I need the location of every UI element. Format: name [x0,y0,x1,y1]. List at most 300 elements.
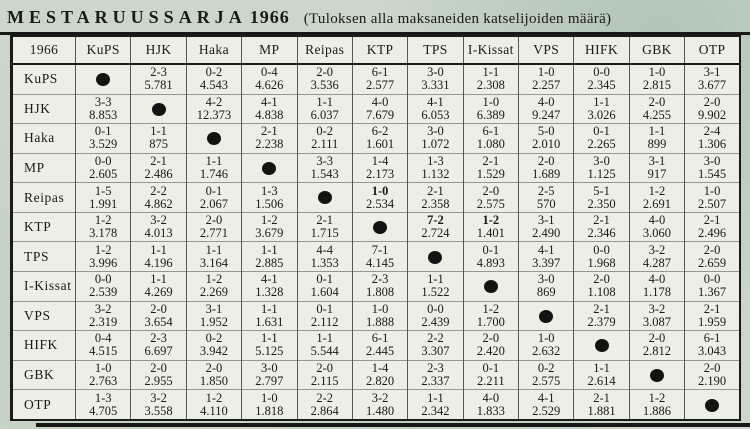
col-header-mp: MP [242,36,297,64]
match-score: 2-1 [150,154,167,169]
match-score: 4-1 [260,272,278,287]
cell-otp-tps [408,390,463,420]
attendance: 4.893 [476,255,505,270]
attendance: 1.808 [366,285,395,300]
match-score: 1-1 [593,361,610,376]
match-score: 2-2 [150,183,167,198]
match-score: 2-1 [593,213,610,228]
cell-reipas-otp [685,183,740,213]
match-score: 2-0 [205,361,223,376]
cell-ktp-otp [685,212,740,242]
match-score: 2-0 [205,213,223,228]
cell-haka-gbk [629,124,684,154]
cell-kups-vps [519,64,574,94]
attendance: 2.812 [642,344,671,359]
attendance: 3.558 [144,403,173,418]
match-score: 2-0 [648,331,666,346]
cell-i-kissat-tps [408,272,463,302]
cell-hjk-otp [685,94,740,124]
match-score: 2-1 [703,301,721,316]
attendance: 2.173 [366,167,395,182]
match-score: 2-3 [371,272,389,287]
cell-vps-haka [186,301,241,331]
row-header-otp: OTP [12,390,76,420]
cell-vps-mp [242,301,297,331]
cell-vps-hjk [131,301,186,331]
cell-mp-otp [685,153,740,183]
match-score: 2-0 [703,242,721,257]
attendance: 4.255 [642,107,671,122]
match-score: 2-3 [150,331,167,346]
cell-reipas-vps [519,183,574,213]
match-score: 2-1 [482,154,500,169]
cell-gbk-i-kissat [463,360,518,390]
match-score: 0-2 [537,361,555,376]
cell-vps-otp [685,301,740,331]
match-score: 1-0 [260,390,278,405]
match-score: 6-1 [482,124,500,139]
cell-otp-kups [76,390,131,420]
cell-hifk-i-kissat [463,331,518,361]
match-score: 1-4 [371,361,389,376]
title-year: 1966 [249,7,290,27]
match-score: 2-1 [260,124,278,139]
cell-otp-otp [685,390,740,420]
attendance: 2.265 [587,137,616,152]
attendance: 1.700 [476,314,505,329]
diagonal-dot [650,369,664,382]
cell-ktp-ktp [352,212,407,242]
attendance: 4.287 [642,255,671,270]
match-score: 2-0 [150,361,167,376]
diagonal-dot [373,221,387,234]
cell-gbk-gbk [629,360,684,390]
table-header [12,36,741,64]
attendance: 2.605 [89,167,118,182]
match-score: 3-0 [537,272,555,287]
table-row-reipas [12,183,741,213]
attendance: 3.060 [642,226,671,241]
row-header-mp: MP [12,153,76,183]
match-score: 1-0 [482,94,500,109]
match-score: 0-0 [593,65,610,80]
cell-kups-otp [685,64,740,94]
cell-reipas-hjk [131,183,186,213]
cell-mp-kups [76,153,131,183]
match-score: 3-1 [648,154,666,169]
cell-i-kissat-haka [186,272,241,302]
attendance: 2.379 [587,314,616,329]
match-score: 1-2 [648,390,666,405]
attendance: 2.067 [199,196,228,211]
col-header-haka: Haka [186,36,241,64]
attendance: 899 [647,137,667,152]
match-score: 7-2 [427,213,444,228]
attendance: 4.626 [255,78,284,93]
cell-gbk-otp [685,360,740,390]
attendance: 2.211 [476,374,505,389]
table-row-ktp [12,212,741,242]
match-score: 4-1 [537,390,555,405]
cell-hifk-hjk [131,331,186,361]
match-score: 6-1 [371,65,389,80]
cell-vps-tps [408,301,463,331]
attendance: 6.389 [476,107,505,122]
attendance: 4.145 [366,255,395,270]
attendance: 1.881 [587,403,616,418]
attendance: 3.679 [255,226,284,241]
match-score: 1-1 [260,242,278,257]
cell-haka-kups [76,124,131,154]
cell-gbk-vps [519,360,574,390]
match-score: 3-2 [150,213,167,228]
cell-ktp-kups [76,212,131,242]
match-score: 0-1 [316,301,334,316]
cell-gbk-ktp [352,360,407,390]
attendance: 1.631 [255,314,284,329]
attendance: 7.679 [366,107,395,122]
cell-tps-vps [519,242,574,272]
cell-mp-ktp [352,153,407,183]
cell-hifk-mp [242,331,297,361]
attendance: 2.864 [310,403,339,418]
cell-tps-reipas [297,242,352,272]
attendance: 1.968 [587,255,616,270]
cell-haka-haka [186,124,241,154]
cell-gbk-kups [76,360,131,390]
cell-hifk-ktp [352,331,407,361]
match-score: 6-1 [371,331,389,346]
match-score: 1-2 [482,213,500,228]
attendance: 2.820 [366,374,395,389]
match-score: 1-1 [427,272,444,287]
match-score: 0-1 [482,242,500,257]
attendance: 1.401 [476,226,505,241]
table-row-otp [12,390,741,420]
match-score: 1-0 [703,183,721,198]
attendance: 570 [536,196,556,211]
cell-reipas-kups [76,183,131,213]
page-title [0,0,750,28]
cell-otp-hjk [131,390,186,420]
attendance: 4.838 [255,107,284,122]
match-score: 2-0 [703,94,721,109]
match-score: 0-0 [427,301,444,316]
cell-reipas-tps [408,183,463,213]
cell-reipas-ktp [352,183,407,213]
cell-hjk-gbk [629,94,684,124]
match-score: 2-0 [316,65,334,80]
cell-hjk-kups [76,94,131,124]
cell-haka-otp [685,124,740,154]
attendance: 2.115 [310,374,339,389]
match-score: 3-2 [94,301,112,316]
cell-hifk-vps [519,331,574,361]
attendance: 6.053 [421,107,450,122]
attendance: 1.108 [587,285,616,300]
attendance: 1.529 [476,167,505,182]
match-score: 1-0 [537,65,555,80]
attendance: 5.781 [144,78,173,93]
cell-reipas-reipas [297,183,352,213]
match-score: 1-0 [371,301,389,316]
attendance: 2.507 [698,196,727,211]
match-score: 2-2 [427,331,444,346]
attendance: 2.111 [311,137,339,152]
match-score: 3-0 [427,124,444,139]
match-score: 1-1 [316,331,334,346]
attendance: 4.543 [199,78,228,93]
match-score: 3-2 [648,242,666,257]
diagonal-dot [318,191,332,204]
attendance: 2.575 [476,196,505,211]
attendance: 2.614 [587,374,616,389]
match-score: 2-4 [703,124,721,139]
cell-kups-reipas [297,64,352,94]
attendance: 1.543 [310,167,339,182]
match-score: 1-0 [537,331,555,346]
match-score: 4-4 [316,242,334,257]
attendance: 2.345 [587,78,616,93]
attendance: 2.815 [642,78,671,93]
cell-otp-haka [186,390,241,420]
match-score: 1-1 [150,124,167,139]
diagonal-dot [428,251,442,264]
match-score: 1-1 [205,154,223,169]
attendance: 2.337 [421,374,450,389]
match-score: 6-1 [703,331,721,346]
cell-ktp-i-kissat [463,212,518,242]
row-header-kups: KuPS [12,64,76,94]
match-score: 4-1 [427,94,444,109]
match-score: 2-3 [150,65,167,80]
cell-ktp-tps [408,212,463,242]
attendance: 3.397 [532,255,561,270]
match-score: 1-4 [371,154,389,169]
cell-hjk-mp [242,94,297,124]
cell-mp-tps [408,153,463,183]
table-row-kups [12,64,741,94]
attendance: 2.885 [255,255,284,270]
cell-haka-reipas [297,124,352,154]
cell-reipas-mp [242,183,297,213]
match-score: 4-1 [260,94,278,109]
match-score: 1-1 [482,65,500,80]
attendance: 1.072 [421,137,450,152]
attendance: 2.486 [144,167,173,182]
attendance: 4.196 [144,255,173,270]
attendance: 2.724 [421,226,450,241]
match-score: 2-3 [427,361,444,376]
table-row-gbk [12,360,741,390]
attendance: 2.238 [255,137,284,152]
attendance: 2.445 [366,344,395,359]
attendance: 4.110 [200,403,228,418]
cell-haka-i-kissat [463,124,518,154]
attendance: 2.529 [532,403,561,418]
match-score: 2-1 [427,183,444,198]
cell-hjk-tps [408,94,463,124]
match-score: 7-1 [371,242,389,257]
header-row [12,36,741,64]
match-score: 2-1 [593,390,610,405]
attendance: 1.818 [255,403,284,418]
attendance: 1.132 [421,167,450,182]
attendance: 1.886 [642,403,671,418]
cell-mp-hifk [574,153,629,183]
cell-vps-ktp [352,301,407,331]
cell-ktp-gbk [629,212,684,242]
match-score: 0-0 [94,154,112,169]
match-score: 1-2 [205,272,223,287]
attendance: 1.080 [476,137,505,152]
match-score: 1-1 [316,94,334,109]
match-score: 2-1 [593,301,610,316]
attendance: 3.307 [421,344,450,359]
match-score: 3-0 [593,154,610,169]
cell-gbk-hifk [574,360,629,390]
match-score: 1-1 [150,242,167,257]
cell-reipas-haka [186,183,241,213]
match-score: 3-1 [703,65,721,80]
match-score: 0-0 [593,242,610,257]
cell-gbk-tps [408,360,463,390]
diagonal-dot [539,310,553,323]
cell-haka-mp [242,124,297,154]
cell-i-kissat-reipas [297,272,352,302]
attendance: 2.797 [255,374,284,389]
match-score: 1-1 [260,331,278,346]
cell-mp-gbk [629,153,684,183]
attendance: 3.087 [642,314,671,329]
attendance: 1.522 [421,285,450,300]
cell-i-kissat-ktp [352,272,407,302]
cell-kups-haka [186,64,241,94]
cell-haka-tps [408,124,463,154]
cell-i-kissat-i-kissat [463,272,518,302]
table-row-hjk [12,94,741,124]
cell-kups-kups [76,64,131,94]
cell-tps-kups [76,242,131,272]
attendance: 2.763 [89,374,118,389]
match-score: 1-0 [648,65,666,80]
match-score: 1-1 [150,272,167,287]
cell-i-kissat-mp [242,272,297,302]
match-score: 1-0 [94,361,112,376]
attendance: 3.529 [89,137,118,152]
match-score: 3-3 [316,154,334,169]
cell-ktp-reipas [297,212,352,242]
attendance: 6.697 [144,344,173,359]
table-body [12,64,741,420]
cell-tps-i-kissat [463,242,518,272]
cell-hjk-i-kissat [463,94,518,124]
col-header-kups: KuPS [76,36,131,64]
match-score: 4-2 [205,94,223,109]
cell-kups-hifk [574,64,629,94]
match-score: 1-5 [94,183,112,198]
attendance: 12.373 [196,107,232,122]
cell-hifk-reipas [297,331,352,361]
match-score: 0-1 [316,272,334,287]
match-score: 3-0 [427,65,444,80]
attendance: 2.632 [532,344,561,359]
match-score: 0-2 [316,124,334,139]
cell-hifk-kups [76,331,131,361]
attendance: 2.257 [532,78,561,93]
cell-otp-ktp [352,390,407,420]
match-score: 3-2 [150,390,167,405]
cell-i-kissat-gbk [629,272,684,302]
cell-i-kissat-vps [519,272,574,302]
results-cross-table [10,35,741,421]
attendance: 2.496 [698,226,727,241]
attendance: 2.190 [698,374,727,389]
attendance: 5.125 [255,344,284,359]
cell-vps-reipas [297,301,352,331]
col-header-otp: OTP [685,36,740,64]
attendance: 3.654 [144,314,173,329]
attendance: 3.942 [199,344,228,359]
table-row-hifk [12,331,741,361]
cell-gbk-haka [186,360,241,390]
diagonal-dot [484,280,498,293]
match-score: 1-1 [260,301,278,316]
match-score: 3-0 [260,361,278,376]
match-score: 2-0 [150,301,167,316]
title-main: MESTARUUSSARJA [7,7,247,27]
cell-ktp-mp [242,212,297,242]
col-header-gbk: GBK [629,36,684,64]
attendance: 2.308 [476,78,505,93]
cell-mp-mp [242,153,297,183]
cell-mp-i-kissat [463,153,518,183]
match-score: 4-1 [537,242,555,257]
attendance: 1.367 [698,285,727,300]
match-score: 0-2 [205,331,223,346]
match-score: 2-1 [316,213,334,228]
attendance: 2.771 [199,226,228,241]
match-score: 1-3 [427,154,444,169]
diagonal-dot [152,103,166,116]
attendance: 1.178 [642,285,671,300]
diagonal-dot [96,73,110,86]
cell-otp-vps [519,390,574,420]
attendance: 1.991 [89,196,118,211]
match-score: 1-3 [260,183,278,198]
match-score: 1-2 [94,213,112,228]
match-score: 0-1 [94,124,112,139]
match-score: 0-4 [94,331,112,346]
match-score: 1-1 [427,390,444,405]
col-header-tps: TPS [408,36,463,64]
match-score: 3-3 [94,94,112,109]
cell-hifk-otp [685,331,740,361]
col-header-vps: VPS [519,36,574,64]
attendance: 1.888 [366,314,395,329]
row-header-gbk: GBK [12,360,76,390]
match-score: 1-1 [593,94,610,109]
cell-tps-hjk [131,242,186,272]
attendance: 2.539 [89,285,118,300]
cell-otp-hifk [574,390,629,420]
attendance: 4.705 [89,403,118,418]
cell-i-kissat-hjk [131,272,186,302]
cell-i-kissat-otp [685,272,740,302]
attendance: 1.833 [476,403,505,418]
attendance: 2.490 [532,226,561,241]
match-score: 4-0 [482,390,500,405]
